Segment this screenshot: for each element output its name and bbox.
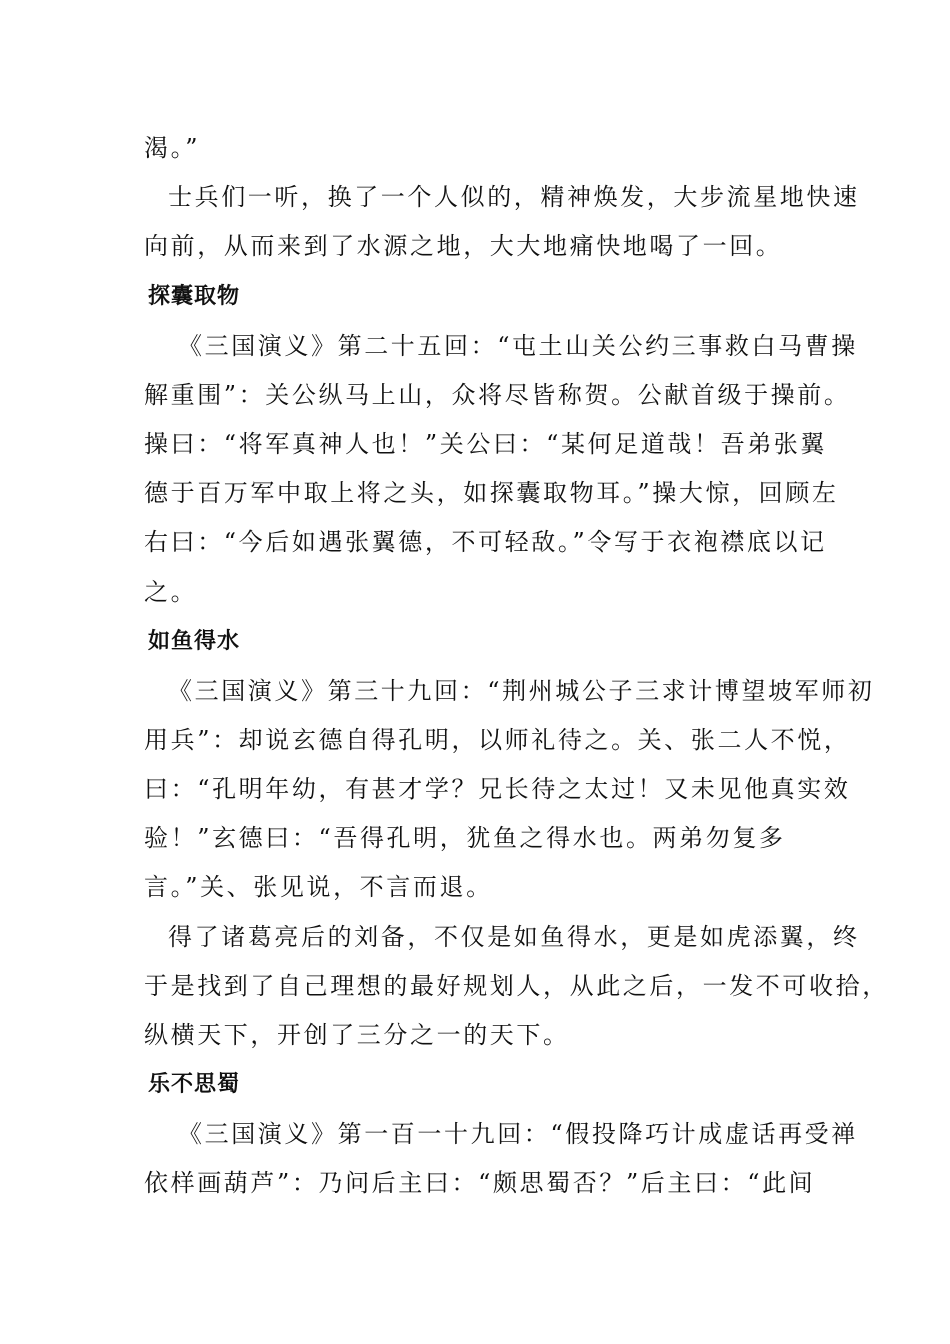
paragraph	[144, 1110, 858, 1208]
paragraph	[144, 322, 858, 617]
text-line: 士兵们一听，换了一个人似的，精神焕发，大步流星地快速	[168, 183, 860, 212]
text-line: 右曰：“今后如遇张翼德，不可轻敌。”令写于衣袍襟底以记	[144, 528, 827, 557]
text-line: 《三国演义》第三十九回：“荆州城公子三求计博望坡军师初	[168, 676, 875, 705]
text-line: 德于百万军中取上将之头，如探囊取物耳。”操大惊，回顾左	[144, 479, 839, 508]
paragraph	[144, 913, 889, 1061]
text-line: 操曰：“将军真神人也！”关公曰：“某何足道哉！吾弟张翼	[144, 429, 828, 458]
paragraph	[144, 173, 860, 271]
text-line: 向前，从而来到了水源之地，大大地痛快地喝了一回。	[144, 232, 783, 261]
text-line: 得了诸葛亮后的刘备，不仅是如鱼得水，更是如虎添翼，终	[168, 922, 860, 951]
text-line: 用兵”：却说玄德自得孔明，以师礼待之。关、张二人不悦，	[144, 725, 851, 754]
section-heading: 探囊取物	[148, 283, 241, 309]
paragraph	[144, 124, 834, 173]
text-line: 渴。”	[144, 134, 201, 162]
paragraph	[144, 667, 875, 913]
text-line: 纵横天下，开创了三分之一的天下。	[144, 1021, 570, 1049]
text-line: 依样画葫芦”：乃问后主曰：“颇思蜀否？”后主曰：“此间	[144, 1169, 816, 1198]
section-heading: 如鱼得水	[148, 628, 241, 654]
text-line: 解重围”：关公纵马上山，众将尽皆称贺。公献首级于操前。	[144, 380, 851, 409]
section-heading: 乐不思蜀	[148, 1072, 241, 1098]
text-line: 《三国演义》第一百一十九回：“假投降巧计成虚话再受禅	[178, 1120, 858, 1149]
text-line: 验！”玄德曰：“吾得孔明，犹鱼之得水也。两弟勿复多	[144, 824, 786, 853]
document-page	[144, 124, 889, 1209]
text-line: 曰：“孔明年幼，有甚才学？兄长待之太过！又未见他真实效	[144, 775, 851, 804]
text-line: 言。”关、张见说，不言而退。	[144, 873, 493, 902]
text-line: 《三国演义》第二十五回：“屯土山关公约三事救白马曹操	[178, 331, 858, 360]
text-line: 于是找到了自己理想的最好规划人，从此之后，一发不可收拾，	[144, 971, 889, 1000]
text-line: 之。	[144, 577, 198, 606]
